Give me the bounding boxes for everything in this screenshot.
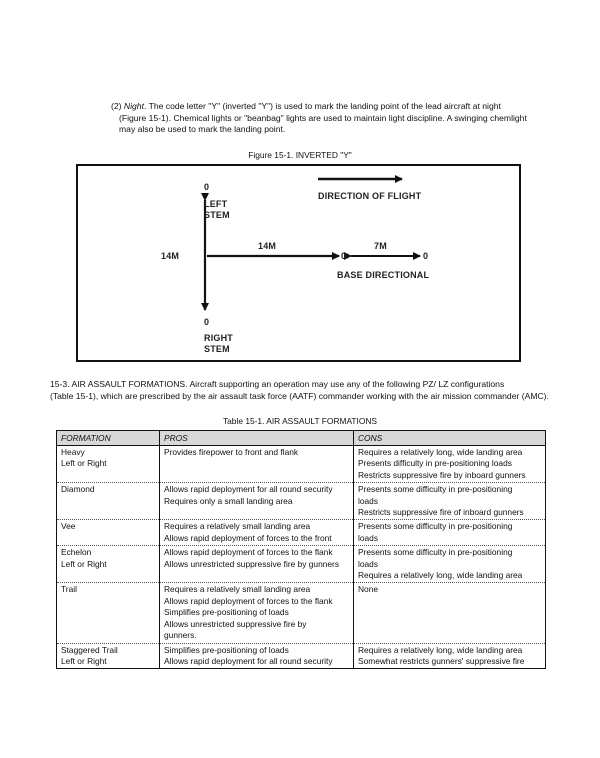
cell-cons	[354, 446, 546, 483]
cell-pros-line: Simplifies pre-positioning of loads	[164, 644, 289, 655]
right-stem-label: RIGHT	[204, 333, 233, 343]
cell-cons	[354, 546, 546, 583]
right-light-mark: 0	[204, 317, 210, 327]
table-header-row	[57, 431, 546, 446]
header-cons: CONS	[354, 431, 546, 446]
cell-formation-line: Diamond	[61, 484, 95, 495]
cell-cons-line: Restricts suppressive fire by inboard gunners	[358, 469, 526, 480]
cell-cons-line: Requires a relatively long, wide landing area	[358, 447, 523, 457]
cell-formation	[57, 643, 160, 669]
header-formation: FORMATION	[57, 431, 160, 446]
cell-formation	[57, 446, 160, 483]
cell-pros	[160, 583, 354, 643]
inverted-y-diagram	[78, 166, 523, 364]
cell-pros	[160, 643, 354, 669]
night-paragraph-line-2: (Figure 15-1). Chemical lights or "beanbag" lights are used to maintain light discipline. A swinging chemlight	[119, 112, 527, 123]
table-row	[57, 520, 546, 546]
night-paragraph	[111, 101, 551, 136]
cell-formation-line: Heavy	[61, 447, 85, 457]
cell-formation-line: Echelon	[61, 547, 92, 558]
table-row	[57, 583, 546, 643]
night-term: Night	[123, 101, 144, 111]
cell-pros	[160, 546, 354, 583]
table-row	[57, 446, 546, 483]
width-14m-label: 14M	[161, 251, 180, 261]
inverted-y-figure	[76, 164, 521, 362]
length-7m-label: 7M	[374, 241, 387, 251]
table-row	[57, 643, 546, 669]
formations-paragraph-line-2: (Table 15-1), which are prescribed by the air assault task force (AATF) commander working with the air mission commander (AMC).	[50, 390, 549, 401]
table-caption: Table 15-1. AIR ASSAULT FORMATIONS	[222, 416, 378, 426]
cell-cons-line: None	[358, 584, 379, 595]
cell-formation	[57, 483, 160, 520]
cell-pros-line: Requires a relatively small landing area	[164, 521, 311, 532]
cell-formation	[57, 583, 160, 643]
night-paragraph-line-3: may also be used to mark the landing point.	[119, 124, 286, 134]
table-body	[57, 446, 546, 669]
cell-cons-line: Somewhat restricts gunners' suppressive fire	[358, 655, 525, 666]
night-paragraph-line-1: (2) Night. The code letter "Y" (inverted "Y") is used to mark the landing point of the lead aircraft at night	[111, 101, 501, 111]
formations-paragraph-line-1: 15-3. AIR ASSAULT FORMATIONS. Aircraft supporting an operation may use any of the following PZ/ LZ configurations	[50, 379, 505, 389]
cell-pros	[160, 520, 354, 546]
cell-cons	[354, 583, 546, 643]
cell-cons-line: Presents some difficulty in pre-positioning	[358, 521, 513, 532]
air-assault-formations-table	[56, 430, 546, 669]
cell-cons	[354, 483, 546, 520]
table-row	[57, 546, 546, 583]
figure-caption: Figure 15-1. INVERTED "Y"	[248, 150, 352, 160]
cell-cons	[354, 520, 546, 546]
cell-pros-line: Allows rapid deployment for all round security	[164, 484, 333, 495]
cell-cons-line: Requires a relatively long, wide landing area	[358, 644, 523, 655]
cell-formation-line: Left or Right	[61, 655, 107, 666]
cell-pros-line: Requires a relatively small landing area	[164, 584, 311, 595]
cell-cons-line: Presents some difficulty in pre-positioning	[358, 547, 513, 558]
cell-formation-line: Vee	[61, 521, 76, 532]
end-light-mark: 0	[423, 251, 429, 261]
cell-formation	[57, 520, 160, 546]
center-light-mark: 0	[341, 251, 347, 261]
left-stem-label-2: STEM	[204, 210, 230, 220]
cell-pros-line: gunners.	[164, 630, 197, 641]
cell-pros-line: Allows unrestricted suppressive fire by gunners	[164, 558, 340, 569]
cell-pros-line: Allows rapid deployment of forces to the flank	[164, 547, 333, 558]
cell-cons-line: loads	[358, 558, 379, 569]
cell-pros	[160, 483, 354, 520]
base-directional-label: BASE DIRECTIONAL	[337, 270, 430, 280]
cell-formation-line: Left or Right	[61, 558, 107, 569]
length-14m-label: 14M	[258, 241, 277, 251]
cell-cons-line: Presents difficulty in pre-positioning loads	[358, 458, 512, 469]
header-pros: PROS	[160, 431, 354, 446]
right-stem-label-2: STEM	[204, 344, 230, 354]
cell-formation-line: Staggered Trail	[61, 644, 118, 655]
cell-cons-line: loads	[358, 532, 379, 543]
cell-pros-line: Requires only a small landing area	[164, 495, 293, 506]
cell-formation	[57, 546, 160, 583]
cell-pros-line: Simplifies pre-positioning of loads	[164, 607, 289, 618]
cell-pros-line: Allows unrestricted suppressive fire by	[164, 618, 307, 629]
cell-cons	[354, 643, 546, 669]
cell-cons-line: loads	[358, 495, 379, 506]
left-stem-label: LEFT	[204, 199, 228, 209]
cell-cons-line: Requires a relatively long, wide landing area	[358, 570, 523, 581]
cell-cons-line: Presents some difficulty in pre-positioning	[358, 484, 513, 495]
cell-formation-line: Left or Right	[61, 458, 107, 469]
cell-pros-line: Provides firepower to front and flank	[164, 447, 299, 457]
formations-paragraph	[50, 379, 560, 402]
cell-formation-line: Trail	[61, 584, 77, 595]
cell-pros	[160, 446, 354, 483]
table-row	[57, 483, 546, 520]
cell-pros-line: Allows rapid deployment for all round security	[164, 655, 333, 666]
direction-of-flight-label: DIRECTION OF FLIGHT	[318, 191, 422, 201]
left-light-mark: 0	[204, 182, 210, 192]
cell-cons-line: Restricts suppressive fire of inboard gunners	[358, 507, 524, 518]
cell-pros-line: Allows rapid deployment of forces to the flank	[164, 595, 333, 606]
cell-pros-line: Allows rapid deployment of forces to the front	[164, 532, 332, 543]
